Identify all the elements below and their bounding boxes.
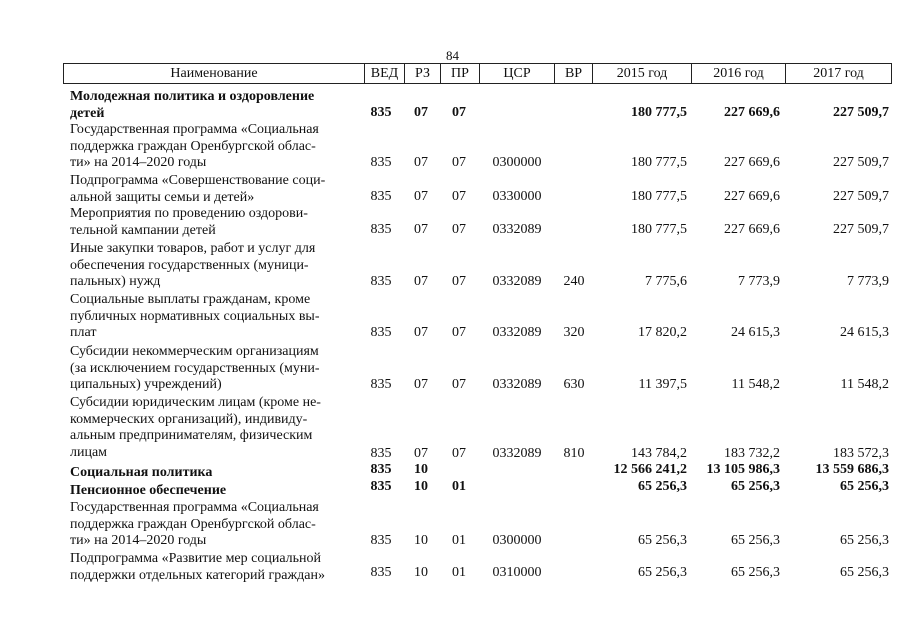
- cell-y2015: 7 775,6: [645, 274, 687, 289]
- cell-ved: 835: [370, 274, 392, 289]
- cell-pr: 07: [452, 105, 466, 120]
- cell-ved: 835: [370, 446, 392, 461]
- cell-y2016: 227 669,6: [724, 222, 780, 237]
- cell-rz: 10: [414, 565, 428, 580]
- cell-y2017: 65 256,3: [840, 479, 889, 494]
- cell-rz: 07: [414, 189, 428, 204]
- cell-y2017: 65 256,3: [840, 533, 889, 548]
- cell-y2015: 180 777,5: [631, 105, 687, 120]
- cell-vr: 320: [563, 325, 585, 340]
- cell-pr: 07: [452, 155, 466, 170]
- cell-y2015: 180 777,5: [631, 155, 687, 170]
- cell-y2017: 183 572,3: [833, 446, 889, 461]
- cell-rz: 07: [414, 274, 428, 289]
- cell-y2015: 12 566 241,2: [613, 462, 687, 477]
- cell-csr: 0310000: [492, 565, 542, 580]
- cell-csr: 0332089: [492, 274, 542, 289]
- cell-vr: 810: [563, 446, 585, 461]
- row-name: Молодежная политика и оздоровление детей: [70, 89, 315, 121]
- row-name: Социальная политика: [70, 465, 213, 480]
- cell-ved: 835: [370, 377, 392, 392]
- cell-ved: 835: [370, 533, 392, 548]
- cell-rz: 07: [414, 377, 428, 392]
- header-csr: ЦСР: [479, 64, 554, 83]
- cell-csr: 0332089: [492, 446, 542, 461]
- cell-ved: 835: [370, 189, 392, 204]
- cell-csr: 0332089: [492, 325, 542, 340]
- cell-csr: 0332089: [492, 222, 542, 237]
- row-name: Подпрограмма «Развитие мер социальной поддержки отдельных категорий граждан»: [70, 551, 325, 583]
- row-name: Субсидии юридическим лицам (кроме не- коммерческих организаций), индивиду- альным предпринимателям, физическим лицам: [70, 395, 321, 460]
- cell-ved: 835: [370, 222, 392, 237]
- row-name: Мероприятия по проведению оздорови- тельной кампании детей: [70, 206, 308, 238]
- cell-y2017: 227 509,7: [833, 105, 889, 120]
- header-2016: 2016 год: [691, 64, 785, 83]
- cell-csr: 0332089: [492, 377, 542, 392]
- cell-y2015: 65 256,3: [638, 479, 687, 494]
- header-ved: ВЕД: [364, 64, 404, 83]
- cell-pr: 01: [452, 533, 466, 548]
- cell-y2016: 24 615,3: [731, 325, 780, 340]
- cell-y2016: 65 256,3: [731, 565, 780, 580]
- row-name: Социальные выплаты гражданам, кроме публичных нормативных социальных вы- плат: [70, 292, 320, 340]
- cell-vr: 240: [563, 274, 585, 289]
- cell-rz: 07: [414, 155, 428, 170]
- cell-y2016: 65 256,3: [731, 533, 780, 548]
- cell-pr: 07: [452, 222, 466, 237]
- cell-rz: 10: [414, 533, 428, 548]
- cell-rz: 10: [414, 462, 428, 477]
- cell-vr: 630: [563, 377, 585, 392]
- cell-pr: 01: [452, 479, 466, 494]
- header-rz: РЗ: [404, 64, 440, 83]
- header-2015: 2015 год: [592, 64, 691, 83]
- cell-pr: 07: [452, 189, 466, 204]
- cell-y2015: 11 397,5: [638, 377, 687, 392]
- cell-y2016: 65 256,3: [731, 479, 780, 494]
- cell-rz: 07: [414, 222, 428, 237]
- cell-ved: 835: [370, 155, 392, 170]
- cell-y2016: 227 669,6: [724, 155, 780, 170]
- header-vr: ВР: [554, 64, 592, 83]
- cell-y2015: 180 777,5: [631, 189, 687, 204]
- cell-y2016: 227 669,6: [724, 105, 780, 120]
- row-name: Государственная программа «Социальная поддержка граждан Оренбургской облас- ти» на 2014–2020 годы: [70, 122, 319, 170]
- cell-rz: 07: [414, 105, 428, 120]
- cell-y2017: 13 559 686,3: [815, 462, 889, 477]
- cell-y2017: 227 509,7: [833, 222, 889, 237]
- cell-csr: 0330000: [492, 189, 542, 204]
- header-2017: 2017 год: [785, 64, 891, 83]
- cell-y2017: 7 773,9: [847, 274, 889, 289]
- row-name: Пенсионное обеспечение: [70, 483, 227, 498]
- cell-csr: 0300000: [492, 155, 542, 170]
- cell-y2015: 65 256,3: [638, 533, 687, 548]
- cell-pr: 07: [452, 446, 466, 461]
- cell-y2015: 65 256,3: [638, 565, 687, 580]
- cell-pr: 07: [452, 274, 466, 289]
- cell-rz: 07: [414, 325, 428, 340]
- cell-rz: 07: [414, 446, 428, 461]
- cell-y2015: 143 784,2: [631, 446, 687, 461]
- cell-y2017: 227 509,7: [833, 189, 889, 204]
- cell-ved: 835: [370, 325, 392, 340]
- header-name: Наименование: [170, 66, 258, 81]
- cell-y2016: 227 669,6: [724, 189, 780, 204]
- cell-y2016: 7 773,9: [738, 274, 780, 289]
- row-name: Субсидии некоммерческим организациям (за исключением государственных (муни- ципальных) учреждений): [70, 344, 320, 392]
- cell-y2017: 65 256,3: [840, 565, 889, 580]
- cell-ved: 835: [370, 565, 392, 580]
- cell-y2017: 24 615,3: [840, 325, 889, 340]
- cell-y2017: 227 509,7: [833, 155, 889, 170]
- row-name: Государственная программа «Социальная поддержка граждан Оренбургской облас- ти» на 2014–2020 годы: [70, 500, 319, 548]
- row-name: Иные закупки товаров, работ и услуг для обеспечения государственных (муници- пальных) нужд: [70, 241, 316, 289]
- cell-y2016: 11 548,2: [731, 377, 780, 392]
- cell-ved: 835: [370, 105, 392, 120]
- cell-ved: 835: [370, 462, 392, 477]
- cell-y2015: 17 820,2: [638, 325, 687, 340]
- cell-y2015: 180 777,5: [631, 222, 687, 237]
- cell-pr: 07: [452, 325, 466, 340]
- cell-ved: 835: [370, 479, 392, 494]
- cell-y2016: 13 105 986,3: [706, 462, 780, 477]
- cell-pr: 01: [452, 565, 466, 580]
- cell-y2016: 183 732,2: [724, 446, 780, 461]
- cell-rz: 10: [414, 479, 428, 494]
- row-name: Подпрограмма «Совершенствование соци- альной защиты семьи и детей»: [70, 173, 326, 205]
- header-pr: ПР: [440, 64, 479, 83]
- cell-pr: 07: [452, 377, 466, 392]
- cell-csr: 0300000: [492, 533, 542, 548]
- cell-y2017: 11 548,2: [840, 377, 889, 392]
- page-number: 84: [446, 48, 459, 63]
